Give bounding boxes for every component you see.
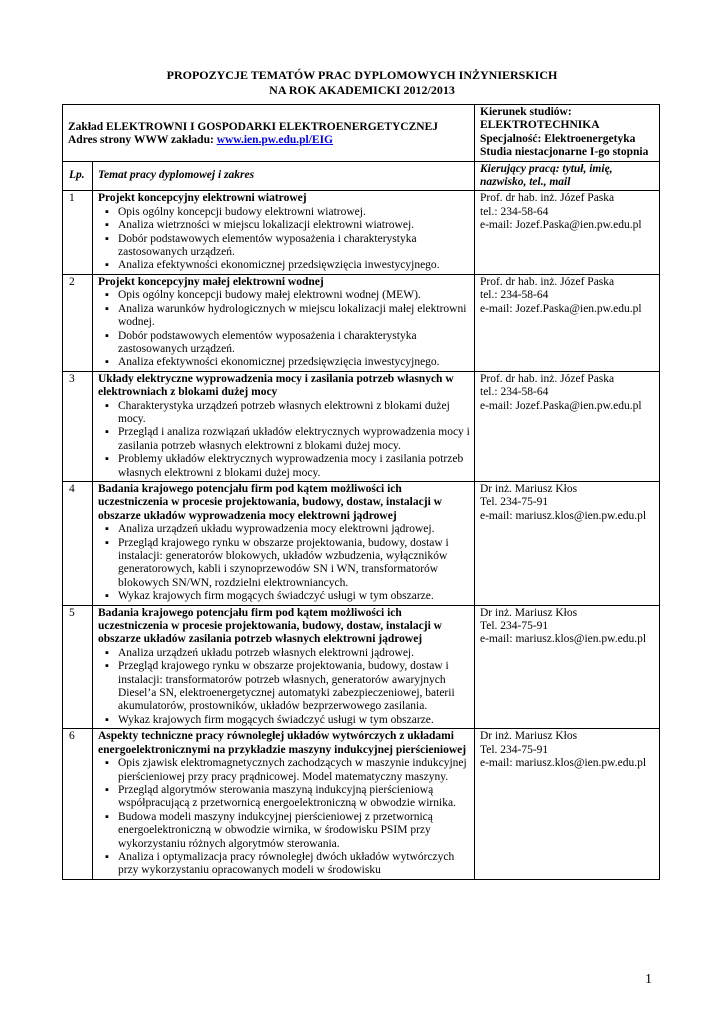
scope-item: ▪ Analiza i optymalizacja pracy równoległej dwóch układów wytwórczych przy wykorzystaniu opracowanych modeli w środowisku bbox=[118, 851, 470, 878]
row-number: 2 bbox=[63, 274, 93, 371]
scope-item: ▪ Analiza warunków hydrologicznych w miejscu lokalizacji małej elektrowni wodnej. bbox=[118, 303, 470, 330]
supervisor-name: Prof. dr hab. inż. Józef Paska bbox=[480, 372, 615, 385]
topic-title: Układy elektryczne wyprowadzenia mocy i zasilania potrzeb własnych w elektrowniach z blokami dużej mocy bbox=[98, 372, 454, 399]
supervisor-name: Dr inż. Mariusz Kłos bbox=[480, 606, 578, 619]
department-www bbox=[68, 134, 470, 147]
supervisor-phone: Tel. 234-75-91 bbox=[480, 496, 549, 509]
topic-title: Badania krajowego potencjału firm pod kątem możliwości ich uczestniczenia w procesie projektowania, budowy, dostaw, instalacji w obszarze układów wyprowadzenia mocy elektrowni jądrowej bbox=[98, 482, 442, 522]
document-subtitle: NA ROK AKADEMICKI 2012/2013 bbox=[269, 83, 455, 97]
row-number: 6 bbox=[63, 729, 93, 879]
scope-item: ▪ Dobór podstawowych elementów wyposażenia i charakterystyka zastosowanych urządzeń. bbox=[118, 233, 470, 260]
topic-cell bbox=[93, 191, 475, 274]
supervisor-email: e-mail: Jozef.Paska@ien.pw.edu.pl bbox=[480, 219, 642, 232]
www-link[interactable]: www.ien.pw.edu.pl/EIG bbox=[216, 134, 334, 147]
table-row bbox=[63, 274, 660, 371]
table-row bbox=[63, 371, 660, 481]
scope-list bbox=[98, 400, 470, 480]
www-label: Adres strony WWW zakładu: bbox=[68, 134, 217, 147]
supervisor-cell bbox=[475, 371, 660, 481]
row-number: 4 bbox=[63, 481, 93, 605]
scope-item: ▪ Przegląd algorytmów sterowania maszyną indukcyjną pierścieniową współpracującą z przetwornicą energoelektroniczną w obwodzie wirnika. bbox=[118, 784, 470, 811]
supervisor-phone: tel.: 234-58-64 bbox=[480, 289, 549, 302]
scope-item: ▪ Przegląd krajowego rynku w obszarze projektowania, budowy, dostaw i instalacji: transformatorów potrzeb własnych, generatorów awaryjnych Diesel’a SN, elektroenergetycznej automatyki zabezpieczeniowej, baterii akumulatorów, prostowników, układów bezprzerwowego zasilania. bbox=[118, 660, 470, 714]
row-number: 3 bbox=[63, 371, 93, 481]
scope-item: ▪ Wykaz krajowych firm mogących świadczyć usługi w tym obszarze. bbox=[118, 590, 470, 603]
col-header-lp: Lp. bbox=[63, 161, 93, 191]
supervisor-cell bbox=[475, 191, 660, 274]
table-row bbox=[63, 481, 660, 605]
topic-cell bbox=[93, 274, 475, 371]
supervisor-phone: tel.: 234-58-64 bbox=[480, 386, 549, 399]
supervisor-phone: Tel. 234-75-91 bbox=[480, 620, 549, 633]
supervisor-phone: tel.: 234-58-64 bbox=[480, 205, 549, 218]
scope-item: ▪ Charakterystyka urządzeń potrzeb własnych elektrowni z blokami dużej mocy. bbox=[118, 400, 470, 427]
supervisor-name: Dr inż. Mariusz Kłos bbox=[480, 730, 578, 743]
study-line3: Specjalność: Elektroenergetyka bbox=[480, 132, 636, 145]
scope-item: ▪ Dobór podstawowych elementów wyposażenia i charakterystyka zastosowanych urządzeń. bbox=[118, 330, 470, 357]
supervisor-phone: Tel. 234-75-91 bbox=[480, 743, 549, 756]
study-line4: Studia niestacjonarne I-go stopnia bbox=[480, 146, 649, 159]
scope-item: ▪ Analiza efektywności ekonomicznej przedsięwzięcia inwestycyjnego. bbox=[118, 259, 470, 272]
scope-item: ▪ Opis ogólny koncepcji budowy elektrowni wiatrowej. bbox=[118, 206, 470, 219]
topics-table bbox=[62, 104, 660, 880]
scope-item: ▪ Analiza urządzeń układu potrzeb własnych elektrowni jądrowej. bbox=[118, 647, 470, 660]
supervisor-name: Prof. dr hab. inż. Józef Paska bbox=[480, 275, 615, 288]
topic-cell bbox=[93, 605, 475, 729]
topic-cell bbox=[93, 371, 475, 481]
row-number: 5 bbox=[63, 605, 93, 729]
supervisor-cell bbox=[475, 605, 660, 729]
table-row bbox=[63, 605, 660, 729]
page-number: 1 bbox=[645, 972, 652, 987]
document-title: PROPOZYCJE TEMATÓW PRAC DYPLOMOWYCH INŻYNIERSKICH bbox=[166, 68, 558, 82]
supervisor-cell bbox=[475, 729, 660, 879]
scope-list bbox=[98, 289, 470, 369]
scope-item: ▪ Analiza urządzeń układu wyprowadzenia mocy elektrowni jądrowej. bbox=[118, 523, 470, 536]
topic-cell bbox=[93, 729, 475, 879]
scope-list bbox=[98, 523, 470, 603]
scope-item: ▪ Budowa modeli maszyny indukcyjnej pierścieniowej z przetwornicą energoelektroniczną w obwodzie wirnika, w środowisku PSIM przy wykorzystaniu różnych algorytmów sterowania. bbox=[118, 811, 470, 851]
scope-list bbox=[98, 757, 470, 878]
supervisor-email: e-mail: mariusz.klos@ien.pw.edu.pl bbox=[480, 757, 647, 770]
scope-item: ▪ Problemy układów elektrycznych wyprowadzenia mocy i zasilania potrzeb własnych elektrowni z blokami dużej mocy. bbox=[118, 453, 470, 480]
scope-item: ▪ Opis zjawisk elektromagnetycznych zachodzących w maszynie indukcyjnej pierścieniowej przy pracy prądnicowej. Model matematyczny maszyny. bbox=[118, 757, 470, 784]
col-header-topic: Temat pracy dyplomowej i zakres bbox=[93, 161, 475, 191]
topic-title: Aspekty techniczne pracy równoległej układów wytwórczych z układami energoelektronicznymi na przykładzie maszyny indukcyjnej pierścieniowej bbox=[98, 730, 467, 756]
topic-title: Badania krajowego potencjału firm pod kątem możliwości ich uczestniczenia w procesie projektowania, budowy, dostaw, instalacji w obszarze układów zasilania potrzeb własnych elektrowni jądrowej bbox=[98, 606, 442, 646]
table-header-row bbox=[63, 105, 660, 162]
supervisor-email: e-mail: Jozef.Paska@ien.pw.edu.pl bbox=[480, 399, 642, 412]
supervisor-name: Prof. dr hab. inż. Józef Paska bbox=[480, 192, 615, 205]
topic-title: Projekt koncepcyjny elektrowni wiatrowej bbox=[98, 192, 307, 205]
scope-list bbox=[98, 206, 470, 273]
col-header-supervisor: Kierujący pracą: tytuł, imię, nazwisko, tel., mail bbox=[475, 161, 660, 191]
department-cell bbox=[63, 105, 475, 162]
study-line1: Kierunek studiów: bbox=[480, 106, 572, 118]
supervisor-email: e-mail: mariusz.klos@ien.pw.edu.pl bbox=[480, 633, 647, 646]
row-number: 1 bbox=[63, 191, 93, 274]
study-cell bbox=[475, 105, 660, 162]
scope-item: ▪ Przegląd krajowego rynku w obszarze projektowania, budowy, dostaw i instalacji: generatorów blokowych, układów wzbudzenia, wyłączników generatorowych, kabli i szynoprzewodów SN i WN, transformatorów blokowych SN/WN, rozdzielni elektrowniancych. bbox=[118, 537, 470, 591]
scope-item: ▪ Przegląd i analiza rozwiązań układów elektrycznych wyprowadzenia mocy i zasilania potrzeb własnych elektrowni z blokami dużej mocy. bbox=[118, 426, 470, 453]
supervisor-email: e-mail: mariusz.klos@ien.pw.edu.pl bbox=[480, 509, 647, 522]
supervisor-cell bbox=[475, 481, 660, 605]
scope-item: ▪ Opis ogólny koncepcji budowy małej elektrowni wodnej (MEW). bbox=[118, 289, 470, 302]
table-row bbox=[63, 191, 660, 274]
scope-item: ▪ Analiza wietrzności w miejscu lokalizacji elektrowni wiatrowej. bbox=[118, 219, 470, 232]
table-row bbox=[63, 729, 660, 879]
scope-list bbox=[98, 647, 470, 727]
supervisor-email: e-mail: Jozef.Paska@ien.pw.edu.pl bbox=[480, 302, 642, 315]
scope-item: ▪ Analiza efektywności ekonomicznej przedsięwzięcia inwestycyjnego. bbox=[118, 356, 470, 369]
column-header-row bbox=[63, 161, 660, 191]
supervisor-name: Dr inż. Mariusz Kłos bbox=[480, 482, 578, 495]
topic-cell bbox=[93, 481, 475, 605]
department-name: Zakład ELEKTROWNI I GOSPODARKI ELEKTROENERGETYCZNEJ bbox=[68, 120, 438, 133]
study-line2: ELEKTROTECHNIKA bbox=[480, 119, 600, 132]
supervisor-cell bbox=[475, 274, 660, 371]
topic-title: Projekt koncepcyjny małej elektrowni wodnej bbox=[98, 275, 324, 288]
rows-body bbox=[63, 191, 660, 879]
scope-item: ▪ Wykaz krajowych firm mogących świadczyć usługi w tym obszarze. bbox=[118, 714, 470, 727]
